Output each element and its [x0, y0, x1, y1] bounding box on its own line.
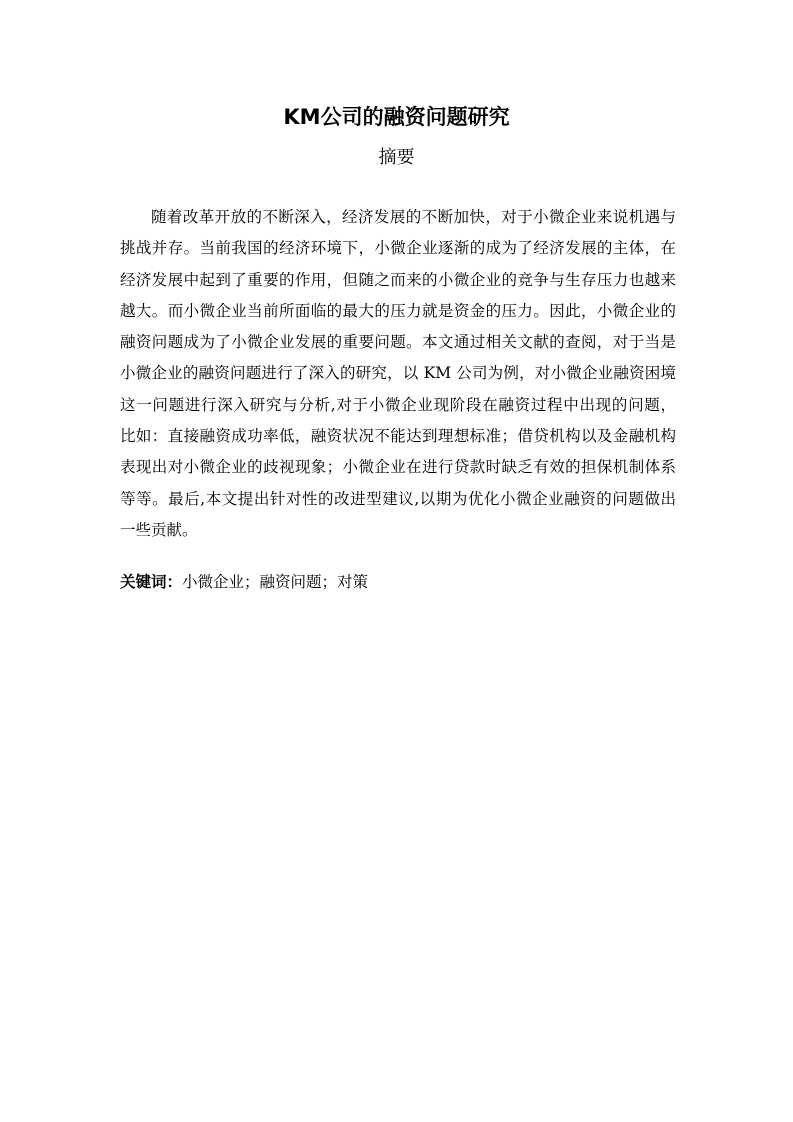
- abstract-line: 小微企业的融资问题进行了深入的研究，以 KM 公司为例，对小微企业融资困境: [120, 364, 676, 383]
- abstract-heading: 摘要: [378, 147, 415, 168]
- keywords-value: 小微企业；融资问题；对策: [182, 573, 369, 591]
- abstract-line: 随着改革开放的不断深入，经济发展的不断加快，对于小微企业来说机遇与: [151, 208, 676, 226]
- abstract-line: 表现出对小微企业的歧视现象；小微企业在进行贷款时缺乏有效的担保机制体系: [120, 458, 676, 477]
- abstract-line: 挑战并存。当前我国的经济环境下，小微企业逐渐的成为了经济发展的主体，在: [120, 239, 676, 258]
- abstract-line: 比如：直接融资成功率低，融资状况不能达到理想标准；借贷机构以及金融机构: [120, 427, 676, 446]
- abstract-line: 这一问题进行深入研究与分析,对于小微企业现阶段在融资过程中出现的问题，: [120, 395, 676, 414]
- page-title: KM公司的融资问题研究: [283, 105, 510, 129]
- abstract-line: 经济发展中起到了重要的作用，但随之而来的小微企业的竞争与生存压力也越来: [120, 270, 676, 289]
- abstract-line: 融资问题成为了小微企业发展的重要问题。本文通过相关文献的查阅，对于当是: [120, 333, 676, 352]
- abstract-line: 等等。最后,本文提出针对性的改进型建议,以期为优化小微企业融资的问题做出: [120, 489, 676, 508]
- abstract-line: 越大。而小微企业当前所面临的最大的压力就是资金的压力。因此，小微企业的: [120, 301, 676, 320]
- abstract-line: 一些贡献。: [120, 520, 198, 539]
- keywords-line: [120, 568, 676, 596]
- abstract-body: [120, 202, 676, 546]
- keywords-label: 关键词：: [120, 573, 183, 591]
